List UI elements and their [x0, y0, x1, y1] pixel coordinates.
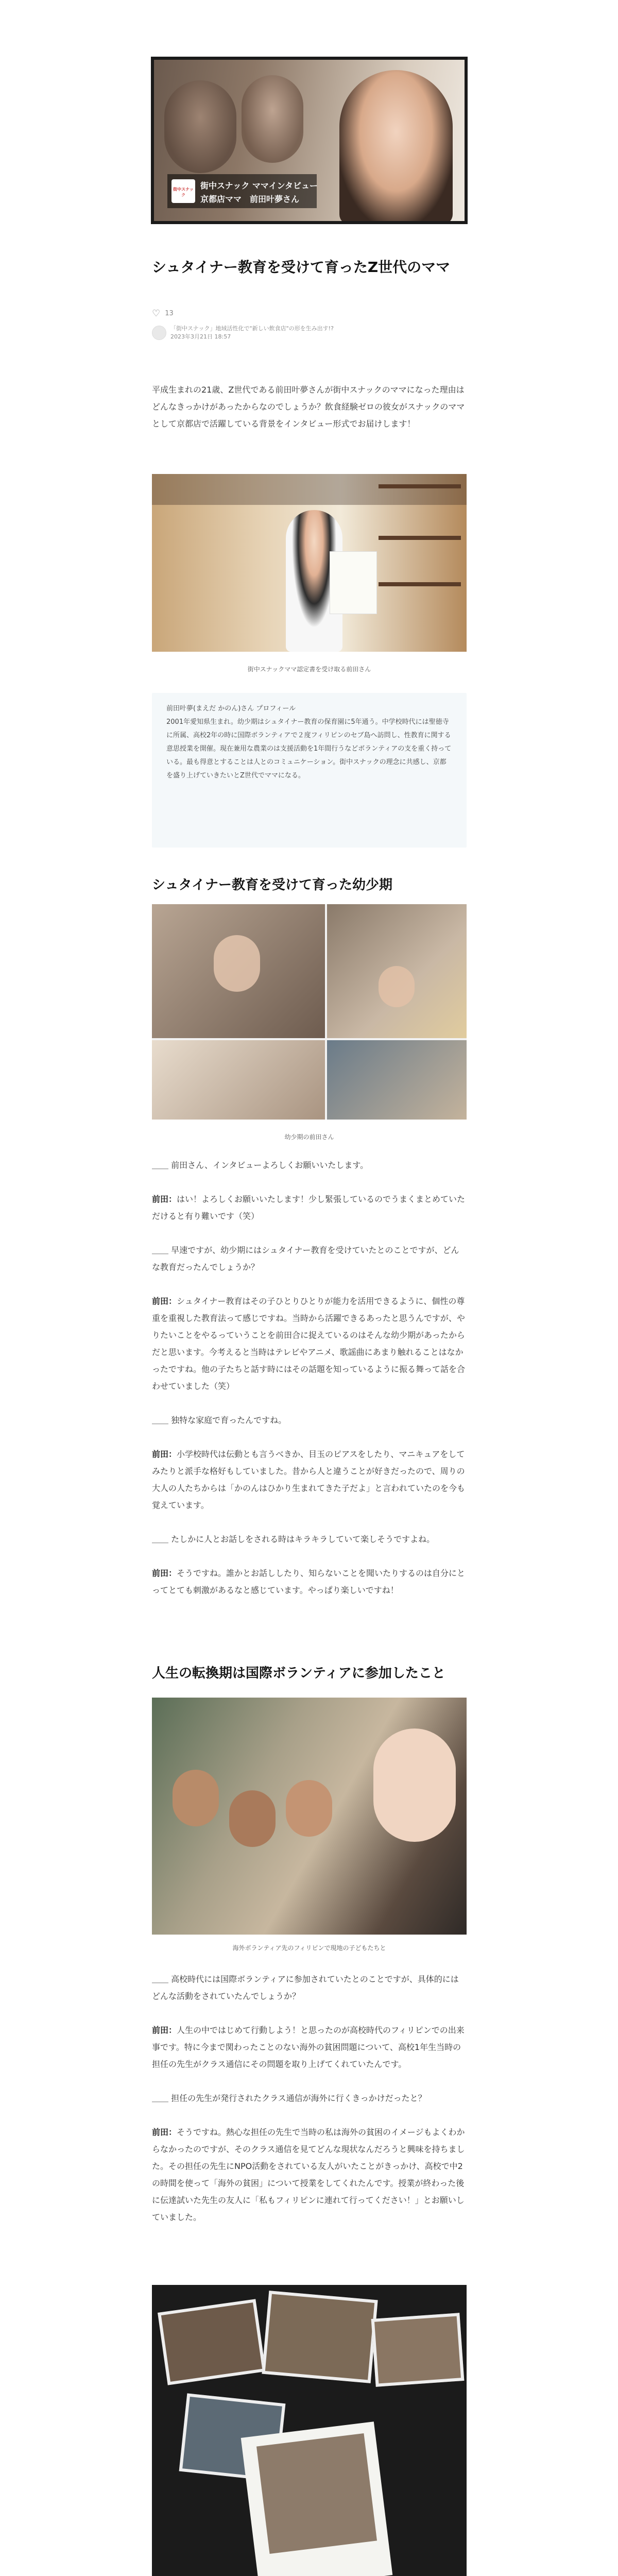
interview-block-2 [152, 1971, 467, 2226]
hero-caption-box [167, 174, 317, 208]
like-count: 13 [165, 310, 174, 317]
volunteer-photo [152, 1698, 467, 1935]
hero-logo [171, 179, 195, 203]
hero-caption-line2: 京都店ママ 前田叶夢さん [200, 194, 300, 204]
qa2-a2: 前田：そうですね。熱心な担任の先生で当時の私は海外の貧困のイメージもよくわからなかったのですが、そのクラス通信を見てどんな現状なんだろうと興味を持ちました。その担任の先生にNPO活動をされている友人がいたことがきっかけ、高校で中2の時間を使って「海外の貧困」について授業をしてくれたんです。授業が終わった後に伝達試いた先生の友人に「私もフィリピンに連れて行ってください！」とお願いしていました。 [152, 2127, 465, 2222]
profile-box [152, 693, 467, 848]
author-name[interactable]: 「街中スナック」地域活性化で"新しい飲食店"の形を生み出す!? [170, 325, 334, 332]
qa1-q3: ＿＿ 独特な家庭で育ったんですね。 [152, 1415, 287, 1425]
profile-text: 前田叶夢(まえだ かのん)さん プロフィール 2001年愛知県生まれ。幼少期はシュタイナー教育の保育園に5年通う。中学校時代には聖徳寺に所属、高校2年の時に国際ボランティアで２度フィリピンのセブ島へ訪問し、性教育に関する意思授業を開催。現在兼用な農業のは支援活動を1年間行うなどボランティアの支を重く持っている。最も得意とすることは人とのコミュニケーション。街中スナックの理念に共感し、京都を盛り上げていきたいとZ世代でママになる。 [166, 705, 452, 779]
section-heading-volunteer: 人生の転換期は国際ボランティアに参加したこと [152, 1666, 445, 1681]
qa2-q2: ＿＿ 担任の先生が発行されたクラス通信が海外に行くきっかけだったと？ [152, 2093, 426, 2103]
author-avatar[interactable] [152, 326, 166, 340]
hero-person [339, 70, 453, 221]
publish-date: 2023年3月21日 18:57 [170, 333, 231, 340]
interview-block-1 [152, 1157, 467, 1599]
qa1-q2: ＿＿ 早速ですが、幼少期にはシュタイナー教育を受けていたとのことですが、どんな教育だったんでしょうか？ [152, 1245, 459, 1272]
childhood-photo-caption: 幼少期の前田さん [284, 1133, 334, 1141]
section-heading-childhood: シュタイナー教育を受けて育った幼少期 [152, 877, 392, 893]
childhood-photo-collage [152, 904, 467, 1120]
qa1-a3: 前田：小学校時代は伝動とも言うべきか、目玉のピアスをしたり、マニキュアをしてみたりと派手な格好もしていました。昔から人と違うことが好きだったので、周りの大人の人たちからは「かのんはひかり生まれてきた子だよ」と言われていたのを今も覚えています。 [152, 1449, 466, 1510]
qa1-q1: ＿＿ 前田さん、インタビューよろしくお願いいたします。 [152, 1160, 369, 1170]
hero-caption-line1: 街中スナック ママインタビュー [200, 181, 318, 191]
intro-paragraph: 平成生まれの21歳、Z世代である前田叶夢さんが街中スナックのママになった理由はどんなきっかけがあったからなのでしょうか？飲食経験ゼロの彼女がスナックのママとして京都店で活躍している背景をインタビュー形式でお届けします！ [152, 385, 465, 429]
certificate-photo-caption: 街中スナックママ認定書を受け取る前田さん [247, 666, 371, 673]
photo-album [152, 2285, 467, 2576]
qa1-a4: 前田：そうですね。誰かとお話ししたり、知らないことを聞いたりするのは自分にとってとても刺激があるなと感じています。やっぱり楽しいですね！ [152, 1568, 466, 1595]
qa2-q1: ＿＿ 高校時代には国際ボランティアに参加されていたとのことですが、具体的にはどんな活動をされていたんでしょうか？ [152, 1974, 459, 2001]
hero-image [151, 57, 468, 224]
qa1-a1: 前田：はい！よろしくお願いいたします！少し緊張しているのでうまくまとめていただけると有り難いです（笑） [152, 1194, 466, 1221]
qa1-q4: ＿＿ たしかに人とお話しをされる時はキラキラしていて楽しそうですよね。 [152, 1534, 435, 1544]
qa2-a1: 前田：人生の中ではじめて行動しよう！と思ったのが高校時代のフィリピンでの出来事です。特に今まで関わったことのない海外の貧困問題について、高校1年生当時の担任の先生がクラス通信にその問題を取り上げてくれていたんです。 [152, 2025, 465, 2069]
heart-icon[interactable]: ♡ [152, 308, 161, 319]
certificate-photo [152, 474, 467, 652]
qa1-a2: 前田：シュタイナー教育はその子ひとりひとりが能力を活用できるように、個性の尊重を重視した教育法って感じですね。当時から活躍できるあったと思うんですが、やりたいことをやるっていうことを前田合に捉えているのはそんな幼少期があったからだと思います。今考えると当時はテレビやアニメ、歌謡曲にあまり触れることはなかったですね。他の子たちと話す時にはその話題を知っているように振る舞って話を合わせていました（笑） [152, 1296, 466, 1391]
hero-logo-text: 街中スナック [173, 187, 194, 197]
volunteer-photo-caption: 海外ボランティア先のフィリピンで現地の子どもたちと [232, 1944, 386, 1952]
article-title: シュタイナー教育を受けて育ったZ世代のママ [152, 259, 451, 276]
